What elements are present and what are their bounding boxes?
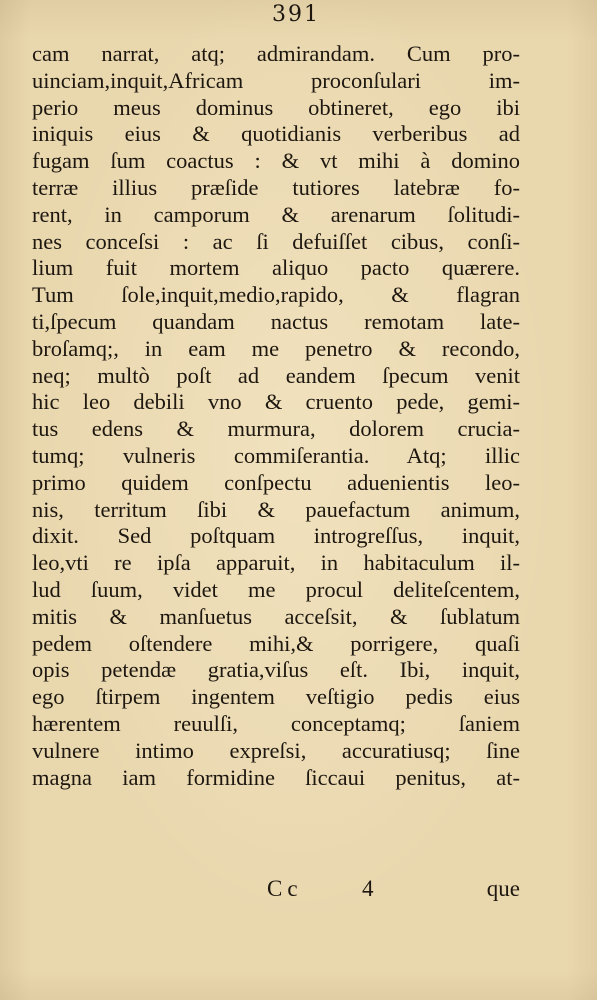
catchword: que	[486, 876, 520, 901]
text-line: terræ illius præſide tutiores latebræ fo-	[32, 174, 520, 200]
signature-mark: Cc	[267, 876, 303, 901]
text-line: broſamq;, in eam me penetro & recondo,	[32, 335, 520, 361]
text-line: magna iam formidine ſiccaui penitus, at-	[32, 764, 520, 790]
text-line: perio meus dominus obtineret, ego ibi	[32, 94, 520, 120]
text-line: tumq; vulneris commiſerantia. Atq; illic	[32, 442, 520, 468]
body-text	[32, 41, 520, 791]
text-line: dixit. Sed poſtquam introgreſſus, inquit,	[32, 523, 520, 549]
text-line: rent, in camporum & arenarum ſolitudi-	[32, 201, 520, 227]
text-line: primo quidem conſpectu aduenientis leo-	[32, 469, 520, 495]
text-line: neq; multò poſt ad eandem ſpecum venit	[32, 362, 520, 388]
text-line: lud ſuum, videt me procul deliteſcentem,	[32, 576, 520, 602]
text-line: hic leo debili vno & cruento pede, gemi-	[32, 389, 520, 415]
page-number: 391	[272, 2, 320, 27]
text-line: nis, territum ſibi & pauefactum animum,	[32, 496, 520, 522]
text-line: cam narrat, atq; admirandam. Cum pro-	[32, 41, 520, 66]
signature-number: 4	[362, 876, 374, 901]
text-line: lium fuit mortem aliquo pacto quærere.	[32, 255, 520, 281]
text-line: opis petendæ gratia,viſus eſt. Ibi, inquit,	[32, 657, 520, 683]
text-line: mitis & manſuetus acceſsit, & ſublatum	[32, 603, 520, 629]
text-line: ego ſtirpem ingentem veſtigio pedis eius	[32, 684, 520, 710]
text-line: uinciam,inquit,Africam proconſulari im-	[32, 67, 520, 93]
text-line: nes conceſsi : ac ſi defuiſſet cibus, conſi-	[32, 228, 520, 254]
text-line: leo,vti re ipſa apparuit, in habitaculum il-	[32, 550, 520, 576]
text-line: vulnere intimo expreſsi, accuratiusq; ſine	[32, 737, 520, 763]
text-line: fugam ſum coactus : & vt mihi à domino	[32, 148, 520, 174]
text-line: iniquis eius & quotidianis verberibus ad	[32, 121, 520, 147]
page-footer	[32, 876, 520, 906]
text-line: ti,ſpecum quandam nactus remotam late-	[32, 308, 520, 334]
text-line: pedem oſtendere mihi,& porrigere, quaſi	[32, 630, 520, 656]
text-line: Tum ſole,inquit,medio,rapido, & flagran	[32, 282, 520, 308]
text-line: tus edens & murmura, dolorem crucia-	[32, 416, 520, 442]
text-line: hærentem reuulſi, conceptamq; ſaniem	[32, 710, 520, 736]
